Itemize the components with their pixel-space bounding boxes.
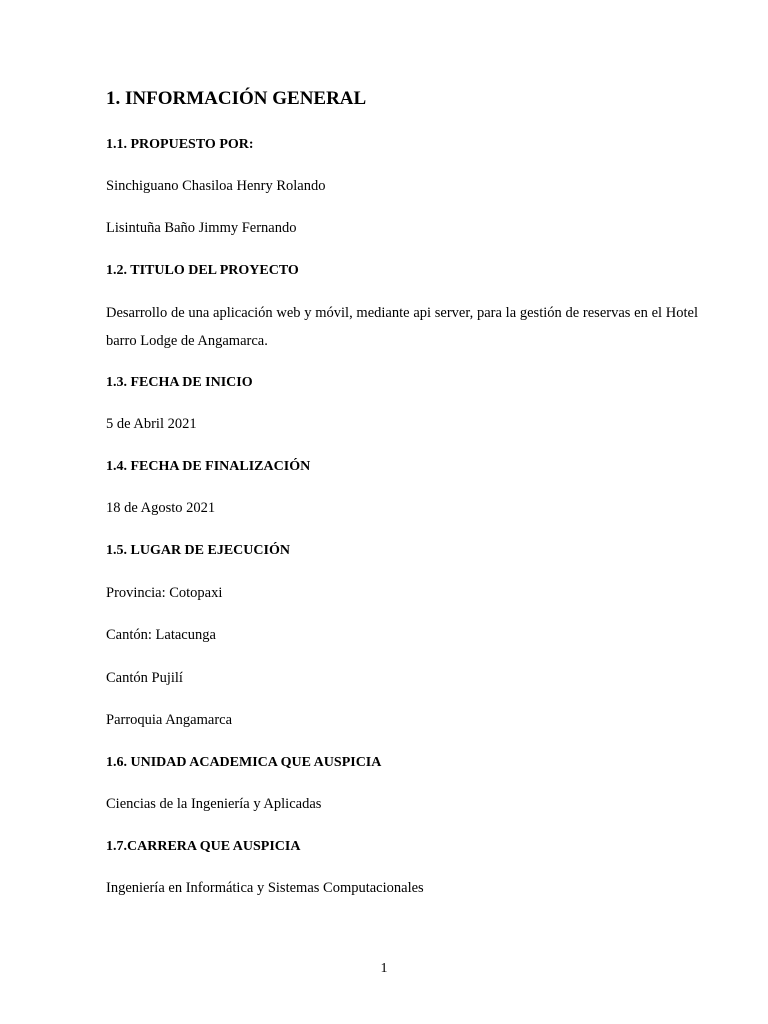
academic-unit: Ciencias de la Ingeniería y Aplicadas (106, 796, 322, 812)
location-line: Cantón Pujilí (106, 670, 183, 686)
end-date: 18 de Agosto 2021 (106, 500, 216, 516)
main-heading: 1. INFORMACIÓN GENERAL (106, 88, 367, 109)
section-heading-location: 1.5. LUGAR DE EJECUCIÓN (106, 543, 290, 558)
section-heading-end-date: 1.4. FECHA DE FINALIZACIÓN (106, 459, 311, 474)
location-line: Cantón: Latacunga (106, 627, 216, 643)
location-line: Provincia: Cotopaxi (106, 585, 223, 601)
proposer-name: Lisintuña Baño Jimmy Fernando (106, 220, 297, 236)
section-heading-academic-unit: 1.6. UNIDAD ACADEMICA QUE AUSPICIA (106, 755, 382, 770)
section-heading-proposed-by: 1.1. PROPUESTO POR: (106, 137, 254, 152)
start-date: 5 de Abril 2021 (106, 416, 197, 432)
page-number: 1 (380, 961, 388, 976)
career: Ingeniería en Informática y Sistemas Computacionales (106, 880, 424, 896)
section-heading-start-date: 1.3. FECHA DE INICIO (106, 375, 253, 390)
section-heading-project-title: 1.2. TITULO DEL PROYECTO (106, 263, 299, 278)
project-title-paragraph: Desarrollo de una aplicación web y móvil, mediante api server, para la gestión de reservas en el Hotel barro Lodge de Angamarca. (106, 305, 698, 349)
location-line: Parroquia Angamarca (106, 712, 233, 728)
proposer-name: Sinchiguano Chasiloa Henry Rolando (106, 178, 326, 194)
section-heading-career: 1.7.CARRERA QUE AUSPICIA (106, 839, 301, 854)
